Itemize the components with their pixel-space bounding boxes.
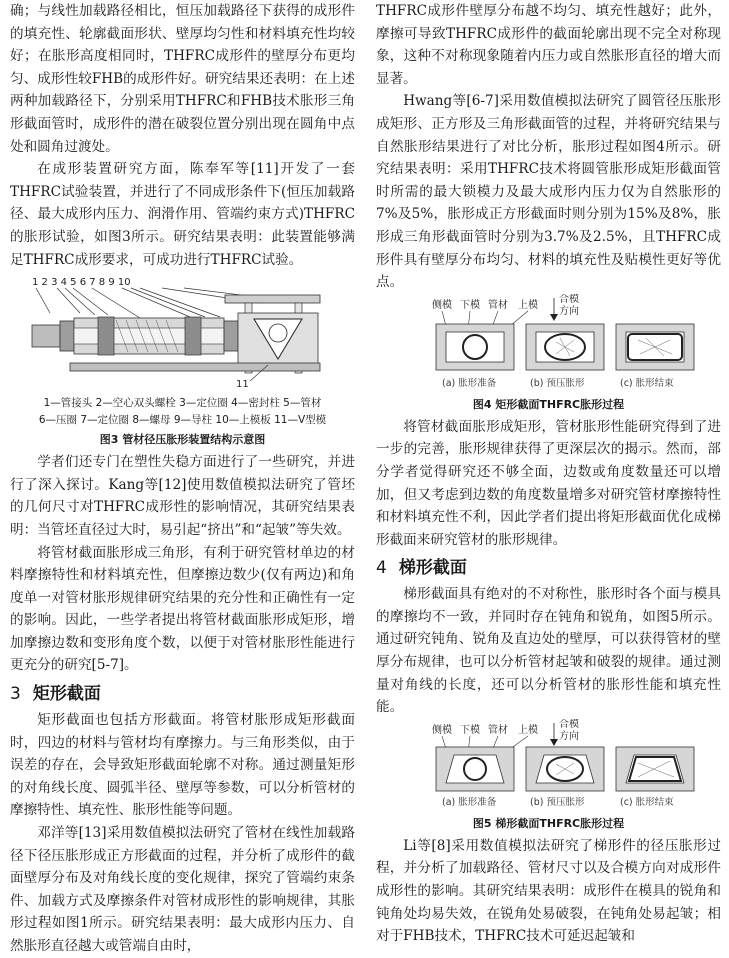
figure-4-label-side: 侧模	[432, 299, 452, 311]
figure-4-caption: 图4 矩形截面THFRC胀形过程	[472, 397, 625, 411]
section-4-heading	[376, 555, 721, 581]
figure-4-label-close-1: 合模	[559, 293, 579, 305]
left-column	[10, 0, 355, 958]
right-paragraph-1: THFRC成形件壁厚分布越不均匀、填充性越好；此外，摩擦可导致THFRC成形件的截面轮廓出现不完全对称现象，这种不对称现象随着内压力或自然胀形直径的增大而显著。	[376, 3, 721, 87]
figure-5-subcaption-b: (b) 预压胀形	[530, 796, 585, 808]
figure-5-label-lower: 下模	[460, 724, 480, 736]
figure-3-legend-line-2: 6—压圈 7—定位圈 8—螺母 9—导柱 10—上模板 11—V型模	[38, 414, 327, 427]
figure-4-subcaption-c: (c) 胀形结束	[620, 377, 674, 389]
left-paragraph-1: 确；与线性加载路径相比，恒压加载路径下获得的成形件的填充性、轮廓截面形状、壁厚均匀性和材料填充性均较好；在胀形高度相同时，THFRC成形件的壁厚分布更均匀、成形性较FHB的成形件好。研究结果还表明：在上述两种加载路径下，分别采用THFRC和FHB技术胀形三角形截面管时，成形件的潜在破裂位置分别出现在圆角中点处和圆角过渡处。	[10, 3, 355, 155]
figure-5	[376, 719, 721, 815]
figure-3-legend-line-1: 1—管接头 2—空心双头螺栓 3—定位圈 4—密封柱 5—管材	[43, 397, 322, 410]
figure-5-subcaption-a: (a) 胀形准备	[442, 796, 497, 808]
right-paragraph-5: Li等[8]采用数值模拟法研究了梯形件的径压胀形过程，并分析了加载路径、管材尺寸以及合模方向对成形件成形性的影响。其研究结果表明：成形件在模具的锐角和钝角处均易失效，在锐角处易破裂，在钝角处易起皱；相对于FHB技术，THFRC技术可延迟起皱和	[376, 837, 721, 945]
figure-3	[10, 273, 355, 427]
left-paragraph-6: 邓洋等[13]采用数值模拟法研究了管材在线性加载路径下径压胀形成正方形截面的过程，并分析了成形件的截面壁厚分布及对角线长度的变化规律，探究了管端约束条件、加载方式及摩擦条件对管材成形性的影响规律，其胀形过程如图1所示。研究结果表明：最大成形内压力、自然胀形直径越大或管端自由时，	[10, 825, 355, 954]
figure-3-caption: 图3 管材径压胀形装置结构示意图	[99, 433, 266, 447]
figure-5-label-close-1: 合模	[559, 718, 579, 730]
figure-4	[376, 294, 721, 396]
section-3-number: 3	[10, 684, 21, 705]
right-paragraph-3: 将管材截面胀形成矩形，管材胀形性能研究得到了进一步的完善，胀形规律获得了更深层次的揭示。然而，部分学者觉得研究还不够全面，边数或角度数量还可以增加，但又考虑到边数的角度数量增多对研究管材摩擦特性和材料填充性不利，因此学者们提出将矩形截面优化成梯形截面来研究管材的胀形规律。	[376, 418, 721, 548]
section-3-heading	[10, 681, 355, 707]
figure-5-caption: 图5 梯形截面THFRC胀形过程	[472, 816, 625, 830]
figure-4-drawing	[376, 294, 721, 392]
figure-5-drawing	[376, 719, 721, 811]
figure-4-subcaption-a: (a) 胀形准备	[442, 377, 497, 389]
figure-5-label-tube: 管材	[488, 724, 508, 736]
figure-5-label-upper: 上模	[518, 724, 538, 736]
figure-3-part-numbers: 1 2 3 4 5 6 7 8 9 10	[32, 277, 131, 289]
right-paragraph-2: Hwang等[6-7]采用数值模拟法研究了圆管径压胀形成矩形、正方形及三角形截面管的过程，并将研究结果与自然胀形结果进行了对比分析，胀形过程如图4所示。研究结果表明：采用THFRC技术将圆管胀形成矩形截面管时所需的最大锁模力及最大成形内压力仅为自然胀形的7%及5%，胀形成正方形截面时则分别为15%及8%，胀形成三角形截面管时分别为3.7%及2.5%，且THFRC成形件具有壁厚分布均匀、材料的填充性及贴模性更好等优点。	[376, 93, 721, 291]
right-column	[376, 0, 721, 948]
figure-5-subcaption-c: (c) 胀形结束	[620, 796, 674, 808]
section-4-title: 梯形截面	[398, 558, 467, 579]
figure-4-label-upper: 上模	[518, 299, 538, 311]
figure-4-label-tube: 管材	[488, 299, 508, 311]
left-paragraph-4: 将管材截面胀形成三角形，有利于研究管材单边的材料摩擦特性和材料填充性，但摩擦边数少(仅有两边)和角度单一对管材胀形规律研究结果的充分性和正确性有一定的影响。因此，一些学者提出将管材截面胀形成矩形，增加摩擦边数和变形角度个数，以便于对管材胀形性能进行更充分的研究[5-7]。	[10, 544, 355, 674]
left-paragraph-3: 学者们还专门在塑性失稳方面进行了一些研究，并进行了深入探讨。Kang等[12]使用数值模拟法研究了管坯的几何尺寸对THFRC成形性的影响情况，其研究结果表明：当管坯直径过大时，易引起“挤出”和“起皱”等失效。	[10, 454, 355, 538]
figure-3-drawing	[10, 273, 355, 391]
section-4-number: 4	[376, 558, 387, 579]
left-paragraph-2: 在成形装置研究方面，陈奉军等[11]开发了一套THFRC试验装置，并进行了不同成形条件下(恒压加载路径、最大成形内压力、润滑作用、管端约束方式)THFRC的胀形试验，如图3所示。研究结果表明：此装置能够满足THFRC成形要求，可成功进行THFRC试验。	[10, 161, 355, 268]
figure-5-label-side: 侧模	[432, 724, 452, 736]
section-3-title: 矩形截面	[32, 684, 101, 705]
figure-4-label-close-2: 方向	[559, 305, 579, 317]
left-paragraph-5: 矩形截面也包括方形截面。将管材胀形成矩形截面时，四边的材料与管材均有摩擦力。与三角形类似，由于误差的存在，会导致矩形截面轮廓不对称。通过测量矩形的对角线长度、圆弧半径、壁厚等参数，可以分析管材的摩擦特性、填充性、胀形性能等问题。	[10, 712, 355, 819]
right-paragraph-4: 梯形截面具有绝对的不对称性，胀形时各个面与模具的摩擦均不一致，并同时存在钝角和锐角，如图5所示。通过研究钝角、锐角及直边处的壁厚，可以获得管材的壁厚分布规律，也可以分析管材起皱和破裂的规律。通过测量对角线的长度，还可以分析管材的胀形性能和填充性能。	[376, 586, 721, 716]
figure-4-label-lower: 下模	[460, 299, 480, 311]
figure-5-label-close-2: 方向	[559, 730, 579, 742]
figure-3-part-11: 11	[236, 379, 249, 391]
figure-4-subcaption-b: (b) 预压胀形	[530, 377, 585, 389]
